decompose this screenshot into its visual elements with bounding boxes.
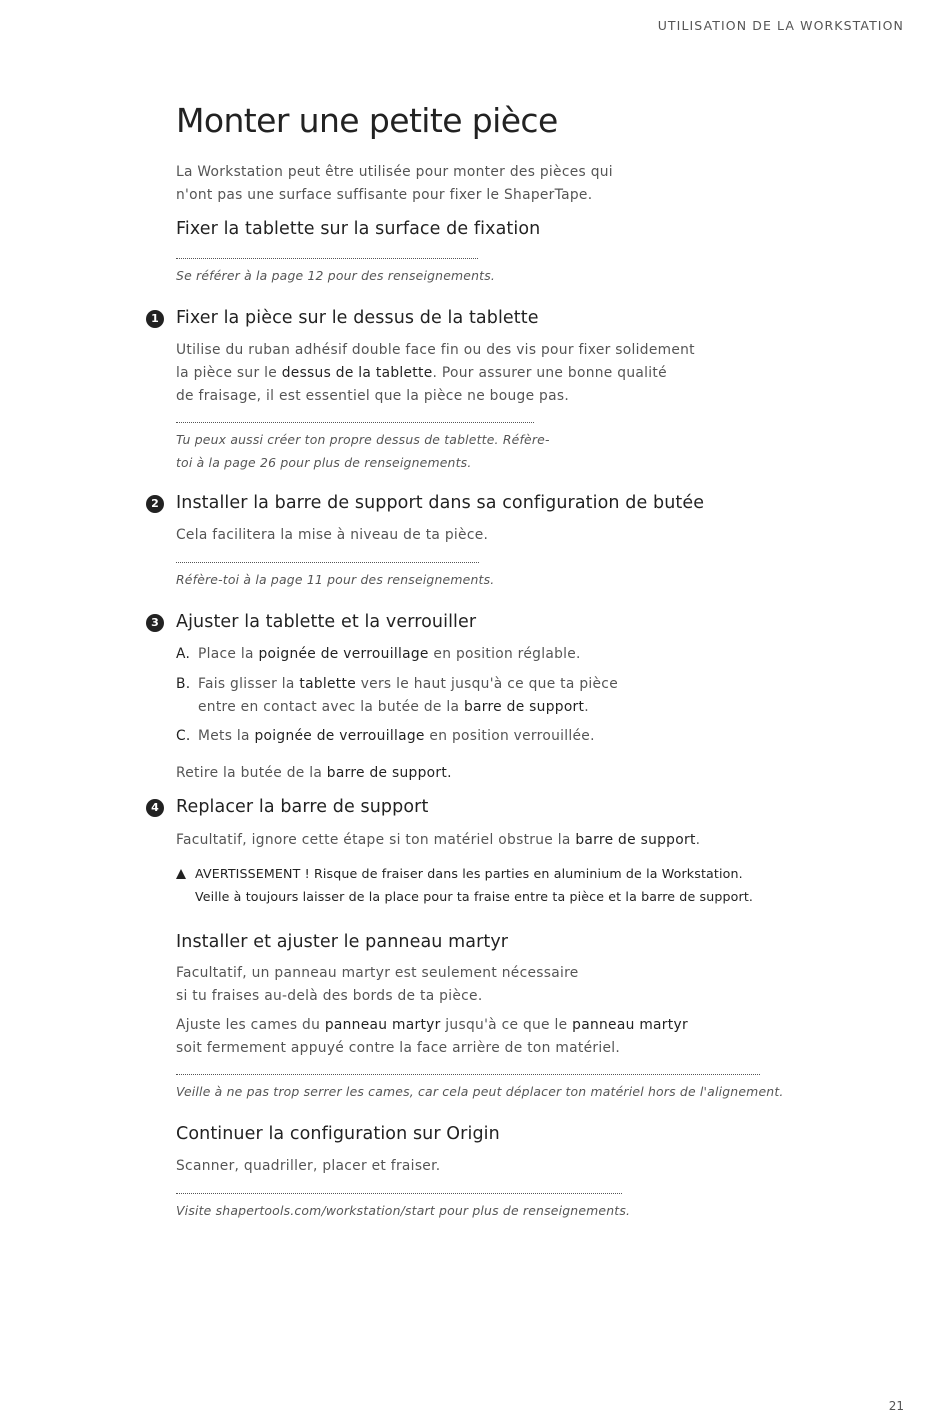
step-3-item-b	[176, 673, 618, 719]
highlight-term: panneau martyr	[572, 1017, 688, 1033]
warning-icon	[176, 869, 186, 879]
martyr-p1-line-1: Facultatif, un panneau martyr est seulement nécessaire	[176, 965, 579, 981]
text: Ajuste les cames du	[176, 1017, 325, 1033]
origin-note: Visite shapertools.com/workstation/start pour plus de renseignements.	[176, 1193, 622, 1222]
text: Facultatif, ignore cette étape si ton matériel obstrue la	[176, 832, 576, 848]
highlight-term: dessus de la tablette	[281, 365, 433, 381]
martyr-heading: Installer et ajuster le panneau martyr	[176, 932, 509, 952]
highlight-term: tablette	[299, 676, 357, 692]
text: en position verrouillée.	[424, 728, 595, 744]
text: Mets la	[198, 728, 255, 744]
text: en position réglable.	[428, 646, 581, 662]
step-1-badge: 1	[146, 310, 164, 328]
step-3-item-a	[176, 643, 581, 666]
highlight-term: poignée de verrouillage	[254, 728, 425, 744]
page-number: 21	[888, 1399, 904, 1413]
fix-section-note: Se référer à la page 12 pour des renseignements.	[176, 258, 478, 287]
martyr-p1-line-2: si tu fraises au-delà des bords de ta pièce.	[176, 988, 483, 1004]
step-1-line-1: Utilise du ruban adhésif double face fin ou des vis pour fixer solidement	[176, 342, 695, 358]
step-3-heading: Ajuster la tablette et la verrouiller	[176, 612, 477, 632]
step-2-heading: Installer la barre de support dans sa configuration de butée	[176, 493, 705, 513]
page-title: Monter une petite pièce	[176, 101, 558, 140]
martyr-note: Veille à ne pas trop serrer les cames, car cela peut déplacer ton matériel hors de l'alignement.	[176, 1074, 760, 1103]
text: .	[695, 832, 701, 848]
running-header: UTILISATION DE LA WORKSTATION	[657, 18, 904, 33]
text: .	[584, 699, 589, 715]
martyr-p2-line-2: soit fermement appuyé contre la face arrière de ton matériel.	[176, 1040, 621, 1056]
step-1-note	[176, 422, 550, 474]
list-letter: C.	[176, 728, 191, 744]
warning-block	[176, 862, 753, 908]
step-2-note: Réfère-toi à la page 11 pour des renseignements.	[176, 562, 479, 591]
intro-paragraph	[176, 161, 613, 207]
step-2-badge: 2	[146, 495, 164, 513]
warning-line-2: Veille à toujours laisser de la place pour ta fraise entre ta pièce et la barre de support.	[195, 889, 754, 904]
text: vers le haut jusqu'à ce que ta pièce	[356, 676, 618, 692]
step-1-note-line-1: Tu peux aussi créer ton propre dessus de tablette. Réfère-	[176, 432, 550, 447]
warning-line-1: AVERTISSEMENT ! Risque de fraiser dans les parties en aluminium de la Workstation.	[195, 866, 743, 881]
text: Retire la butée de la	[176, 765, 327, 781]
step-1-body	[176, 339, 695, 408]
step-4-heading: Replacer la barre de support	[176, 797, 429, 817]
highlight-term: barre de support	[463, 699, 585, 715]
step-1-heading: Fixer la pièce sur le dessus de la tablette	[176, 308, 539, 328]
intro-line-2: n'ont pas une surface suffisante pour fixer le ShaperTape.	[176, 187, 593, 203]
text: jusqu'à ce que le	[440, 1017, 573, 1033]
origin-heading: Continuer la configuration sur Origin	[176, 1124, 500, 1144]
text: Fais glisser la	[198, 676, 300, 692]
step-3-badge: 3	[146, 614, 164, 632]
step-4-badge: 4	[146, 799, 164, 817]
highlight-term: barre de support	[575, 832, 696, 848]
highlight-term: panneau martyr	[324, 1017, 441, 1033]
intro-line-1: La Workstation peut être utilisée pour monter des pièces qui	[176, 164, 613, 180]
highlight-term: poignée de verrouillage	[258, 646, 429, 662]
step-3-remove-note	[176, 762, 452, 785]
step-4-body	[176, 829, 700, 852]
martyr-paragraph-1	[176, 962, 579, 1008]
list-letter: B.	[176, 676, 191, 692]
text: Place la	[198, 646, 259, 662]
martyr-paragraph-2	[176, 1014, 688, 1060]
step-1-line-2	[176, 362, 695, 385]
list-letter: A.	[176, 646, 191, 662]
step-1-note-line-2: toi à la page 26 pour plus de renseignements.	[176, 455, 472, 470]
fix-section-heading: Fixer la tablette sur la surface de fixation	[176, 219, 541, 239]
step-1-line-3: de fraisage, il est essentiel que la pièce ne bouge pas.	[176, 388, 570, 404]
highlight-term: barre de support.	[326, 765, 452, 781]
text: la pièce sur le	[176, 365, 282, 381]
step-3-item-c	[176, 725, 595, 748]
text: entre en contact avec la butée de la	[198, 699, 464, 715]
origin-body: Scanner, quadriller, placer et fraiser.	[176, 1158, 441, 1174]
step-2-body: Cela facilitera la mise à niveau de ta pièce.	[176, 527, 489, 543]
text: . Pour assurer une bonne qualité	[432, 365, 667, 381]
